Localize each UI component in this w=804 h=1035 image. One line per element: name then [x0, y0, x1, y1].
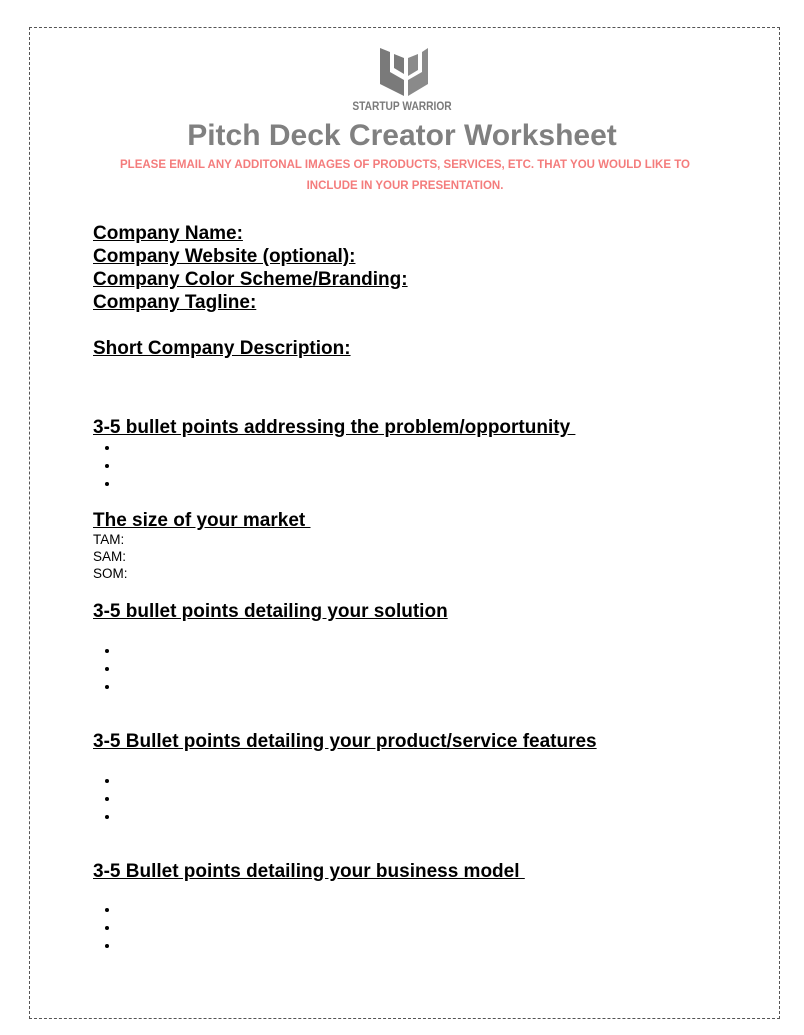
tagline-label: Company Tagline:	[93, 292, 257, 313]
features-bullets	[100, 773, 120, 827]
startup-warrior-logo	[378, 44, 430, 96]
email-notice: PLEASE EMAIL ANY ADDITONAL IMAGES OF PRODUCTS, SERVICES, ETC. THAT YOU WOULD LIKE TO INCLUDE IN YOUR PRESENTATION.	[120, 159, 690, 192]
company-name-label: Company Name:	[93, 223, 243, 244]
tam-label: TAM:	[93, 532, 125, 547]
market-heading: The size of your market	[93, 510, 311, 531]
solution-heading: 3-5 bullet points detailing your solution	[93, 601, 448, 622]
som-label: SOM:	[93, 566, 128, 581]
company-website-label: Company Website (optional):	[93, 246, 356, 267]
problem-bullets	[100, 440, 120, 494]
problem-heading: 3-5 bullet points addressing the problem/opportunity	[93, 417, 576, 438]
solution-bullets	[100, 643, 120, 697]
color-scheme-label: Company Color Scheme/Branding:	[93, 269, 408, 290]
description-label: Short Company Description:	[93, 338, 351, 359]
business-model-heading: 3-5 Bullet points detailing your business model	[93, 861, 525, 882]
features-heading: 3-5 Bullet points detailing your product/service features	[93, 731, 597, 752]
business-model-bullets	[100, 902, 120, 956]
page-title: Pitch Deck Creator Worksheet	[187, 119, 617, 152]
sam-label: SAM:	[93, 549, 127, 564]
logo-text: STARTUP WARRIOR	[352, 99, 452, 113]
